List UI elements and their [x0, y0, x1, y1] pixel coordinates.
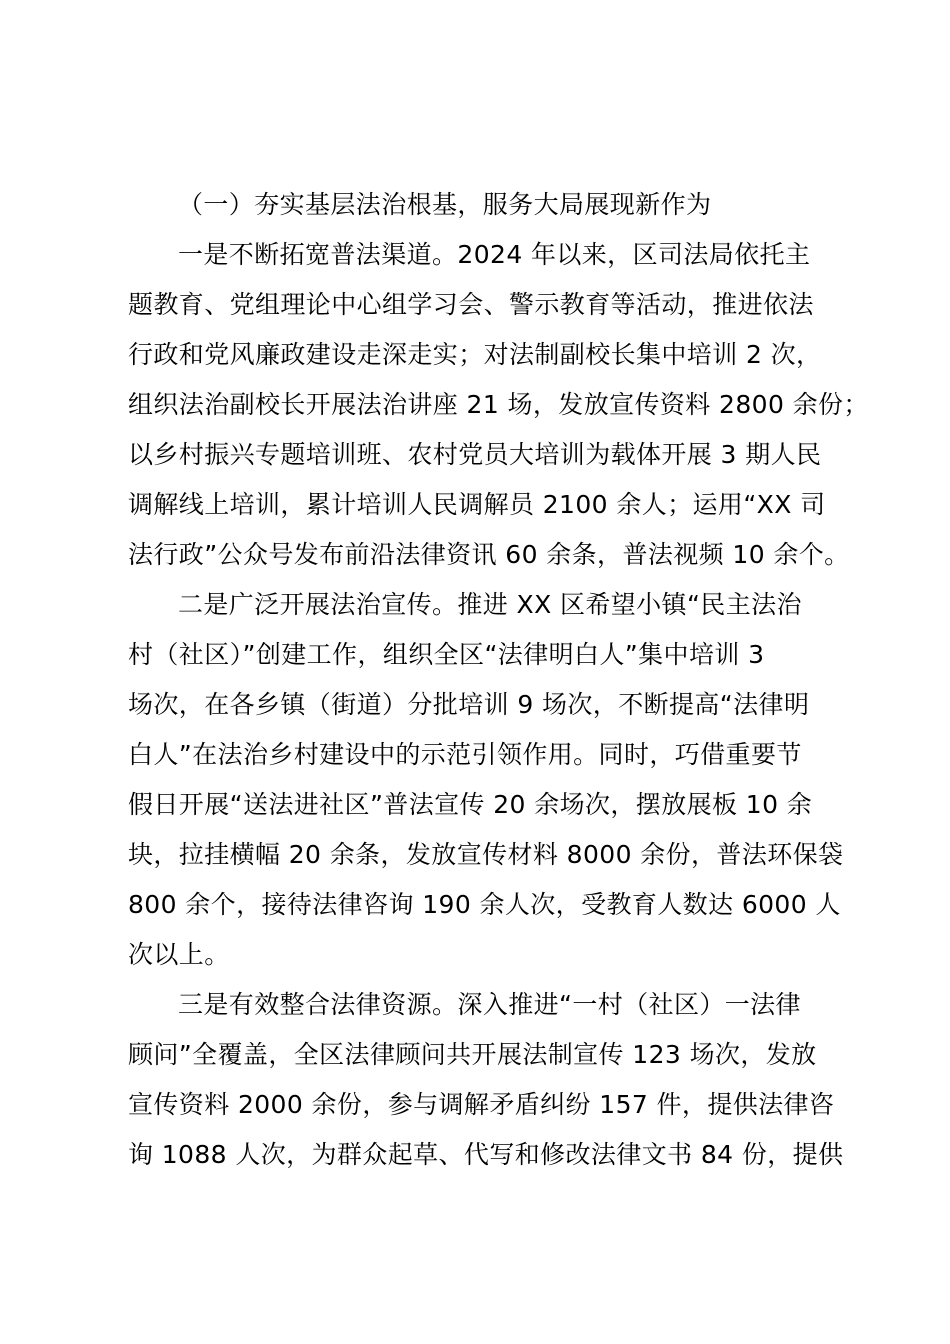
paragraph-2-line-8: 次以上。 [128, 940, 230, 969]
paragraph-2-line-4: 白人”在法治乡村建设中的示范引领作用。同时，巧借重要节 [128, 740, 802, 769]
paragraph-3-line-3: 宣传资料 2000 余份，参与调解矛盾纠纷 157 件，提供法律咨 [128, 1090, 835, 1119]
paragraph-1-line-5: 以乡村振兴专题培训班、农村党员大培训为载体开展 3 期人民 [128, 440, 822, 469]
paragraph-3-line-2: 顾问”全覆盖，全区法律顾问共开展法制宣传 123 场次，发放 [128, 1040, 817, 1069]
paragraph-1-line-1: 一是不断拓宽普法渠道。2024 年以来，区司法局依托主 [178, 240, 811, 269]
paragraph-1-line-7: 法行政”公众号发布前沿法律资讯 60 余条，普法视频 10 余个。 [128, 540, 850, 569]
paragraph-2-line-1: 二是广泛开展法治宣传。推进 XX 区希望小镇“民主法治 [178, 590, 802, 619]
paragraph-3-line-4: 询 1088 人次，为群众起草、代写和修改法律文书 84 份，提供 [128, 1140, 844, 1169]
paragraph-1-line-6: 调解线上培训，累计培训人民调解员 2100 余人；运用“XX 司 [128, 490, 826, 519]
section-heading: （一）夯实基层法治根基，服务大局展现新作为 [178, 190, 712, 219]
paragraph-1-line-2: 题教育、党组理论中心组学习会、警示教育等活动，推进依法 [128, 290, 814, 319]
paragraph-2-line-2: 村（社区）”创建工作，组织全区“法律明白人”集中培训 3 [128, 640, 765, 669]
paragraph-2-line-7: 800 余个，接待法律咨询 190 余人次，受教育人数达 6000 人 [128, 890, 841, 919]
paragraph-2-line-5: 假日开展“送法进社区”普法宣传 20 余场次，摆放展板 10 余 [128, 790, 813, 819]
paragraph-1-line-3: 行政和党风廉政建设走深走实；对法制副校长集中培训 2 次， [128, 340, 822, 369]
paragraph-3-line-1: 三是有效整合法律资源。深入推进“一村（社区）一法律 [178, 990, 801, 1019]
paragraph-1-line-4: 组织法治副校长开展法治讲座 21 场，发放宣传资料 2800 余份； [128, 390, 869, 419]
paragraph-2-line-6: 块，拉挂横幅 20 余条，发放宣传材料 8000 余份，普法环保袋 [128, 840, 844, 869]
paragraph-2-line-3: 场次，在各乡镇（街道）分批培训 9 场次，不断提高“法律明 [128, 690, 810, 719]
